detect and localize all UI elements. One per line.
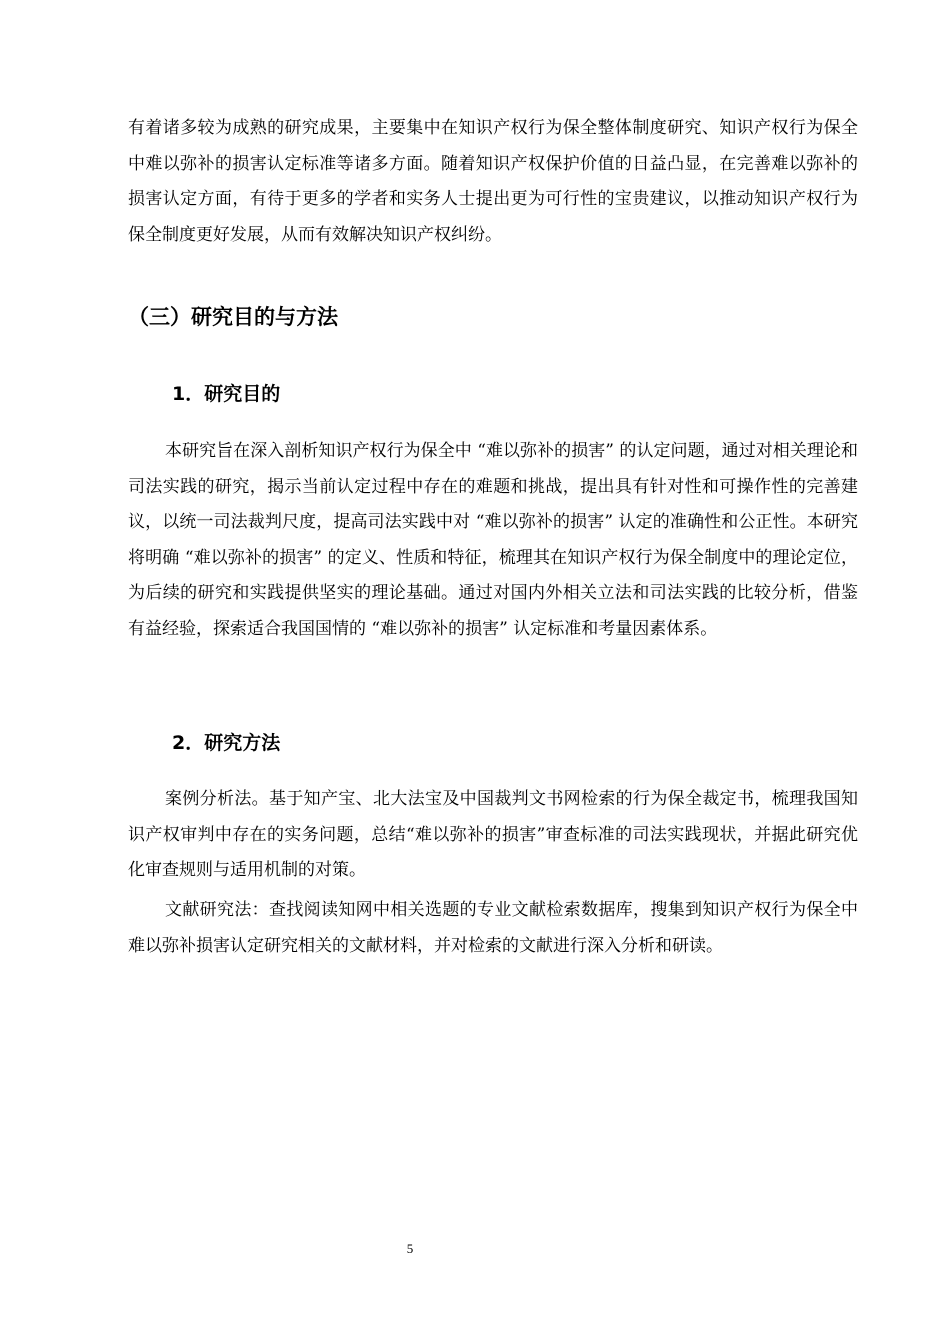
section-heading: （三）研究目的与方法 (128, 305, 338, 329)
page-number: 5 (406, 1241, 414, 1256)
purpose-paragraph: 本研究旨在深入剖析知识产权行为保全中 “难以弥补的损害” 的认定问题，通过对相关理论和司法实践的研究，揭示当前认定过程中存在的难题和挑战，提出具有针对性和可操作性的完善建议，以统一司法裁判尺度，提高司法实践中对 “难以弥补的损害” 认定的准确性和公正性。本研究将明确 “难以弥补的损害” 的定义、性质和特征，梳理其在知识产权行为保全制度中的理论定位，为后续的研究和实践提供坚实的理论基础。通过对国内外相关立法和司法实践的比较分析，借鉴有益经验，探索适合我国国情的 “难以弥补的损害” 认定标准和考量因素体系。 (128, 441, 858, 639)
method-paragraph-case-analysis: 案例分析法。基于知产宝、北大法宝及中国裁判文书网检索的行为保全裁定书，梳理我国知识产权审判中存在的实务问题，总结“难以弥补的损害”审查标准的司法实践现状，并据此研究优化审查规则与适用机制的对策。 (128, 789, 858, 880)
method-paragraph-literature-review: 文献研究法：查找阅读知网中相关选题的专业文献检索数据库，搜集到知识产权行为保全中难以弥补损害认定研究相关的文献材料，并对检索的文献进行深入分析和研读。 (128, 900, 858, 956)
subsection-heading-method: 2．研究方法 (172, 732, 281, 754)
subsection-heading-purpose: 1．研究目的 (172, 383, 281, 405)
intro-paragraph: 有着诸多较为成熟的研究成果，主要集中在知识产权行为保全整体制度研究、知识产权行为保全中难以弥补的损害认定标准等诸多方面。随着知识产权保护价值的日益凸显，在完善难以弥补的损害认定方面，有待于更多的学者和实务人士提出更为可行性的宝贵建议，以推动知识产权行为保全制度更好发展，从而有效解决知识产权纠纷。 (128, 118, 858, 245)
